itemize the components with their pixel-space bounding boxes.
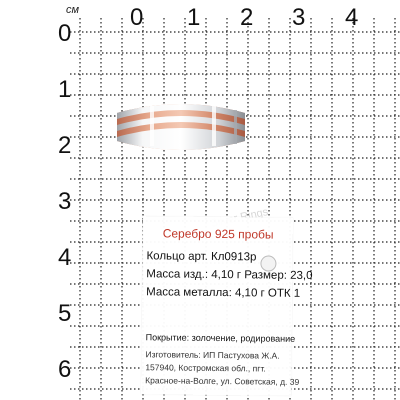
tag-address-line-1: 157940, Костромская обл., пгт.: [145, 362, 266, 374]
tag-metal-mass: Масса металла: 4,10 г ОТК 1: [146, 286, 301, 300]
top-ruler-number: 4: [345, 4, 359, 31]
side-ruler-number: 5: [58, 300, 72, 327]
ring-icon: [117, 104, 245, 150]
tag-address-line-2: Красное-на-Волге, ул. Советская, д. 39: [145, 375, 300, 387]
top-ruler-number: 2: [240, 4, 254, 31]
tag-article: Кольцо арт. Кл0913р: [146, 250, 257, 264]
tag-title: Серебро 925 пробы: [162, 226, 274, 242]
top-ruler-number: 1: [187, 4, 201, 31]
tag-mass: Масса изд.: 4,10 г Размер: 23,0: [146, 268, 313, 282]
tag-maker: Изготовитель: ИП Пастухова Ж.А.: [145, 349, 280, 361]
side-ruler-number: 1: [58, 76, 72, 103]
tag-coating: Покрытие: золочение, родирование: [145, 332, 296, 344]
side-ruler-number: 6: [58, 356, 72, 383]
unit-label: см: [66, 4, 80, 16]
side-ruler-number: 3: [58, 188, 72, 215]
price-tag: [141, 216, 313, 396]
side-ruler-number: 2: [58, 132, 72, 159]
side-ruler-number: 0: [58, 20, 72, 47]
top-ruler-number: 0: [130, 4, 144, 31]
side-ruler-number: 4: [58, 244, 72, 271]
top-ruler-number: 3: [292, 4, 306, 31]
